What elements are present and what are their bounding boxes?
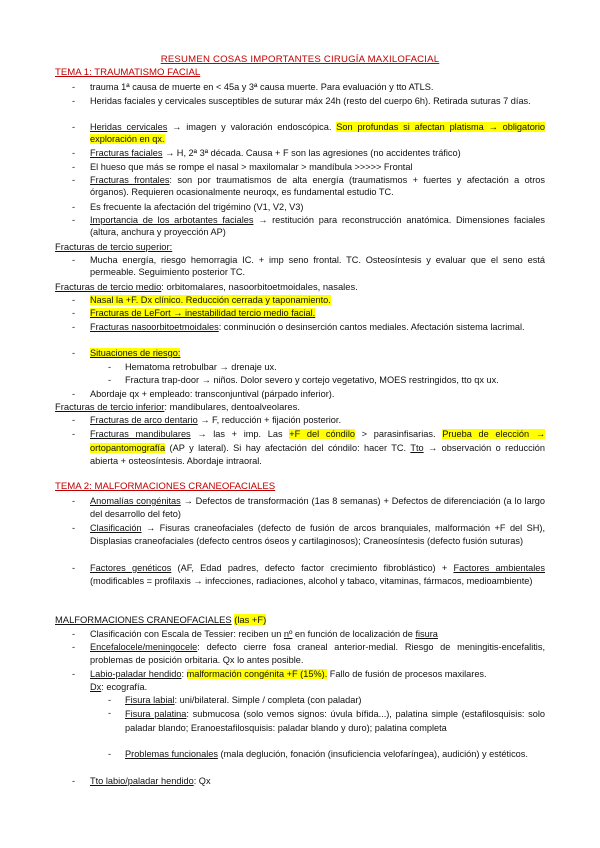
tercio-medio-item-5: Abordaje qx + empleado: transconjuntival (párpado inferior). (90, 389, 335, 399)
bullet: - (72, 563, 76, 573)
tercio-superior-item-1: Mucha energía, riesgo hemorragia IC. + imp seno frontal. TC. Osteosíntesis y evaluar que el seno está permeable. Seguimiento posterior TC. (90, 255, 545, 278)
bullet: - (108, 749, 112, 759)
malformaciones-subitem-c: Problemas funcionales (mala deglución, fonación (insuficiencia velofaríngea), audición) y estéticos. (125, 749, 528, 759)
bullet: - (72, 215, 76, 225)
tema1-item-5: El hueso que más se rompe el nasal > maxilomalar > mandíbula >>>>> Frontal (90, 162, 413, 172)
bullet: - (72, 523, 76, 533)
malformaciones-subitem-a: Fisura labial: uni/bilateral. Simple / completa (con paladar) (125, 695, 362, 705)
tercio-superior-heading: Fracturas de tercio superior: (55, 241, 173, 252)
bullet: - (72, 162, 76, 172)
bullet: - (72, 308, 76, 318)
bullet: - (108, 362, 112, 372)
bullet: - (72, 96, 76, 106)
bullet: - (108, 695, 112, 705)
tercio-inferior-item-2: Fracturas mandibulares → las + imp. Las +F del cóndilo > parasinfisarias. Prueba de elección → ortopantomografía (AP y lateral). Si hay afectación del cóndilo: hacer TC. Tto → observación o reducción abierta + osteosíntesis. Abordaje intraoral. (90, 429, 546, 466)
malformaciones-item-3: Labio-paladar hendido: malformación congénita +F (15%). Fallo de fusión de procesos maxilares. (90, 669, 487, 679)
bullet: - (72, 295, 76, 305)
bullet: - (72, 322, 76, 332)
bullet: - (72, 148, 76, 158)
tercio-medio-item-2: Fracturas de LeFort → inestabilidad tercio medio facial. (90, 308, 316, 318)
bullet: - (72, 496, 76, 506)
tercio-inferior-item-1: Fracturas de arco dentario → F, reducción + fijación posterior. (90, 415, 342, 425)
tercio-medio-subitem-a: Hematoma retrobulbar → drenaje ux. (125, 362, 277, 372)
tema1-item-4: Fracturas faciales → H, 2ª 3ª década. Causa + F son las agresiones (no accidentes tráfico) (90, 148, 461, 158)
bullet: - (72, 122, 76, 132)
bullet: - (72, 175, 76, 185)
tema1-item-2: Heridas faciales y cervicales susceptibles de suturar máx 24h (resto del cuerpo 6h). Retirada suturas 7 días. (90, 96, 531, 106)
malformaciones-subitem-b: Fisura palatina: submucosa (solo vemos signos: úvula bífida...), palatina simple (estafilosquisis: solo paladar blando; Eranoestafilosquisis: paladar blando y duro); palatina completa (125, 709, 546, 733)
bullet: - (72, 629, 76, 639)
tema1-item-8: Importancia de los arbotantes faciales → restitución para reconstrucción anatómica. Dimensiones faciales (altura, anchura y proyección AP) (90, 215, 545, 238)
tercio-medio-item-3: Fracturas nasoorbitoetmoidales: conminución o desinserción cantos mediales. Afectación sistema lacrimal. (90, 322, 525, 332)
document-title: RESUMEN COSAS IMPORTANTES CIRUGÍA MAXILOFACIAL (160, 54, 440, 65)
tema1-heading: TEMA 1: TRAUMATISMO FACIAL (55, 67, 201, 78)
bullet: - (72, 82, 76, 92)
tema1-item-3: Heridas cervicales → imagen y valoración endoscópica. Son profundas si afectan platisma → obligatorio exploración en qx. (90, 122, 546, 145)
tema1-item-7: Es frecuente la afectación del trigémino (V1, V2, V3) (90, 202, 304, 212)
bullet: - (72, 669, 76, 679)
tercio-medio-subitem-b: Fractura trap-door → niños. Dolor severo y cortejo vegetativo, MOES restringidos, tto qx ux. (125, 375, 499, 385)
tercio-medio-item-1: Nasal la +F. Dx clínico. Reducción cerrada y taponamiento. (90, 295, 331, 305)
bullet: - (72, 255, 76, 265)
bullet: - (72, 415, 76, 425)
tercio-medio-item-4: Situaciones de riesgo: (90, 348, 181, 358)
tercio-medio-heading: Fracturas de tercio medio: orbitomalares, nasoorbitoetmoidales, nasales. (55, 281, 358, 292)
bullet: - (72, 348, 76, 358)
bullet: - (72, 776, 76, 786)
malformaciones-heading: MALFORMACIONES CRANEOFACIALES (las +F) (55, 614, 267, 625)
malformaciones-item-1: Clasificación con Escala de Tessier: reciben un nº en función de localización de fisura (90, 629, 438, 639)
bullet: - (72, 202, 76, 212)
malformaciones-item-4: Tto labio/paladar hendido: Qx (90, 776, 211, 786)
bullet: - (72, 389, 76, 399)
bullet: - (108, 375, 112, 385)
tema2-item-1: Anomalías congénitas → Defectos de transformación (1as 8 semanas) + Defectos de diferenciación (a lo largo del desarrollo del feto) (90, 496, 545, 520)
bullet: - (108, 708, 112, 718)
bullet: - (72, 429, 76, 439)
tema1-item-6: Fracturas frontales: son por traumatismos de alta energía (traumatismos + fuertes y afectación a otros órganos). Requieren ocasionalmente neuroqx, es fundamental estudio TC. (90, 175, 545, 198)
tema1-item-1: trauma 1ª causa de muerte en < 45a y 3ª causa muerte. Para evaluación y tto ATLS. (90, 82, 434, 92)
tema2-item-3: Factores genéticos (AF, Edad padres, defecto factor crecimiento fibroblástico) + Factores ambientales (modificables = profilaxis → infecciones, radiaciones, alcohol y tabaco, vitaminas, fármacos, medioambiente) (90, 563, 545, 587)
malformaciones-dx: Dx: ecografía. (90, 682, 148, 692)
malformaciones-item-2: Encefalocele/meningocele: defecto cierre fosa craneal anterior-medial. Riesgo de meningitis-encefalitis, problemas de posición orbitaria. Qx lo antes posible. (90, 642, 545, 665)
tema2-item-2: Clasificación → Fisuras craneofaciales (defecto de fusión de arcos branquiales, malformación +F del SH), Displasias craneofaciales (defecto centros óseos y cartilaginosos); Craneosíntesis (defecto fusión suturas) (90, 523, 545, 547)
bullet: - (72, 642, 76, 652)
tercio-inferior-heading: Fracturas de tercio inferior: mandibulares, dentoalveolares. (55, 401, 300, 412)
tema2-heading: TEMA 2: MALFORMACIONES CRANEOFACIALES (55, 481, 276, 492)
